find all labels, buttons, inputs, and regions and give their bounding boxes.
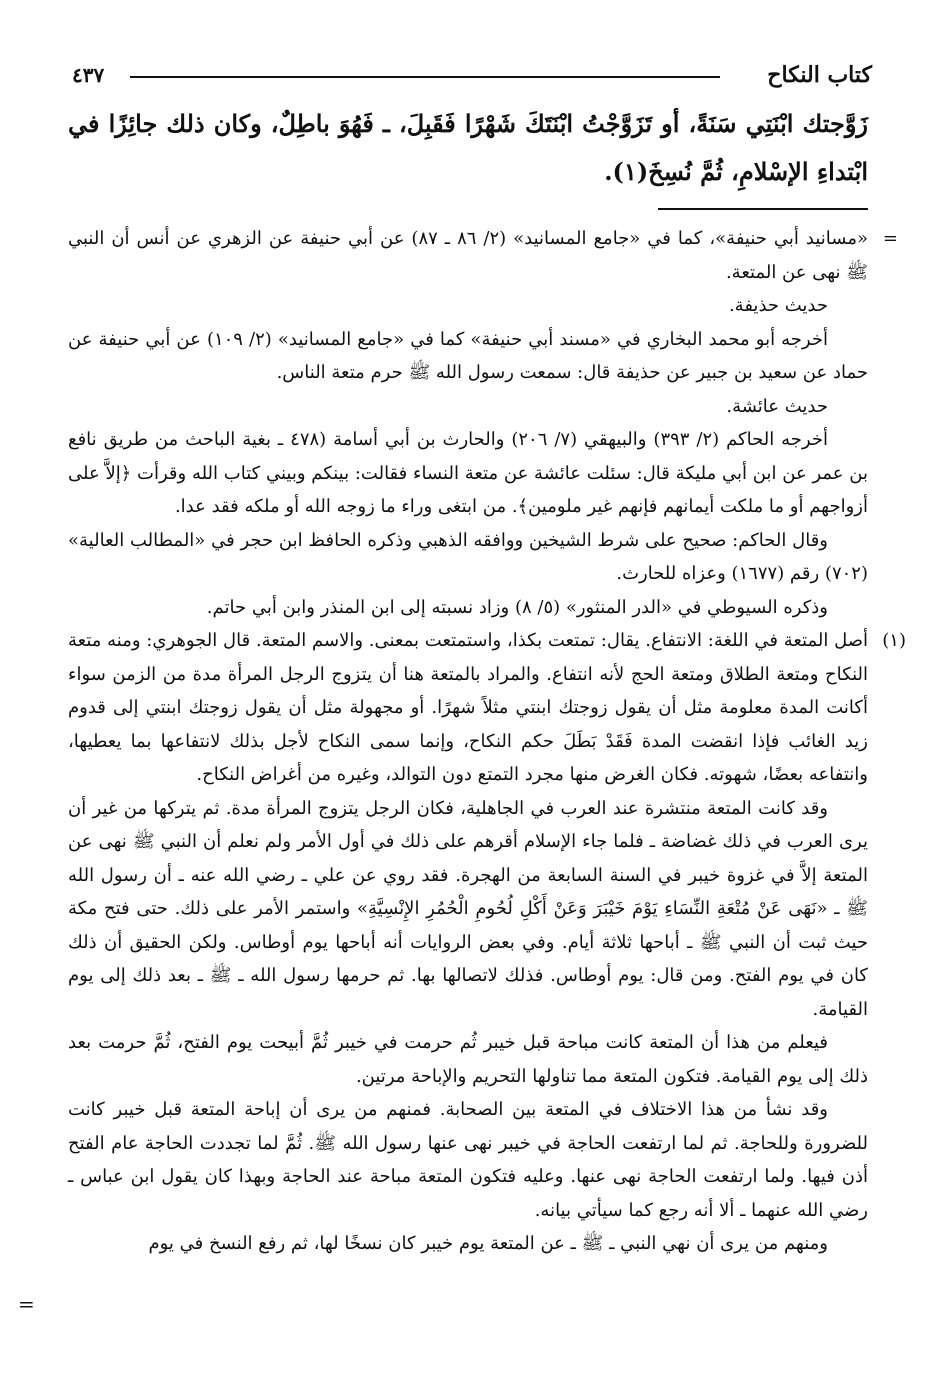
page-number: ٤٣٧	[72, 63, 105, 87]
footnote-heading-hudhayfa: حديث حذيفة.	[728, 295, 828, 316]
header-rule	[130, 76, 720, 78]
footnote-1-paragraph: وقد كانت المتعة منتشرة عند العرب في الجاهلية، فكان الرجل يتزوج المرأة مدة. ثم يتركها من غير أن يرى العرب في ذلك غضاضة ـ فلما جاء الإسلام أقرهم على ذلك في أول الأمر ولم نعلم أن النبي ﷺ نهى عن المتعة إلاَّ في غزوة خيبر في السنة السابعة من الهجرة. فقد روي عن علي ـ رضي الله عنه ـ أن رسول الله ﷺ ـ «نَهَى عَنْ مُتْعَةِ النِّسَاءِ يَوْمَ خَيْبَرَ وَعَنْ أَكْلِ لُحُومِ الْحُمُرِ الإِنْسِيَّةِ» واستمر الأمر على ذلك. حتى فتح مكة حيث ثبت أن النبي ﷺ ـ أباحها ثلاثة أيام. وفي بعض الروايات أنه أباحها يوم أوطاس. ولكن الحقيق أن ذلك كان في يوم الفتح. ومن قال: يوم أوطاس. فذلك لاتصالها بها. ثم حرمها رسول الله ـ ﷺ ـ بعد ذلك إلى يوم القيامة.	[68, 797, 868, 1020]
continuation-end-mark: =	[18, 1292, 35, 1316]
page-header	[72, 58, 872, 92]
running-title: كتاب النكاح	[767, 62, 872, 88]
footnote-paragraph: وقال الحاكم: صحيح على شرط الشيخين ووافقه الذهبي وذكره الحافظ ابن حجر في «المطالب العالية» (٧٠٢) رقم (١٦٧٧) وعزاه للحارث.	[68, 529, 868, 584]
footnote-1-paragraph: وقد نشأ من هذا الاختلاف في المتعة بين الصحابة. فمنهم من يرى أن إباحة المتعة قبل خيبر كانت للضرورة وللحاجة. ثم لما ارتفعت الحاجة في خيبر نهى عنها رسول الله ﷺ. ثُمَّ لما تجددت الحاجة عام الفتح أذن فيها. ولما ارتفعت الحاجة نهى عنها. وعليه فتكون المتعة مباحة عند الحاجة وبهذا كان يقول ابن عباس ـ رضي الله عنهما ـ ألا أنه رجع كما سيأتي بيانه.	[68, 1099, 868, 1221]
footnotes	[68, 222, 906, 1261]
footnote-paragraph: أخرجه الحاكم (٢/ ٣٩٣) والبيهقي (٧/ ٢٠٦) والحارث بن أبي أسامة (٤٧٨ ـ بغية الباحث من طريق نافع بن عمر عن ابن أبي مليكة قال: سئلت عائشة عن متعة النساء فقالت: بينكم وبيني كتاب الله وقرأت ﴿إلاَّ على أزواجهم أو ما ملكت أيمانهم فإنهم غير ملومين﴾. من ابتغى وراء ما زوجه الله أو ملكه فقد عدا.	[68, 429, 868, 517]
footnote-1-paragraph: فيعلم من هذا أن المتعة كانت مباحة قبل خيبر ثُم حرمت في خيبر ثُمَّ أبيحت يوم الفتح، ثُمَّ حرمت بعد ذلك إلى يوم القيامة. فتكون المتعة مما تناولها التحريم والإباحة مرتين.	[68, 1032, 868, 1087]
footnote-continuation: = «مسانيد أبي حنيفة»، كما في «جامع المسانيد» (٢/ ٨٦ ـ ٨٧) عن أبي حنيفة عن الزهري عن أنس أن النبي ﷺ نهى عن المتعة.	[68, 222, 868, 289]
footnote-paragraph: وذكره السيوطي في «الدر المنثور» (٥/ ٨) وزاد نسبته إلى ابن المنذر وابن أبي حاتم.	[206, 596, 828, 618]
footnote-1-paragraph: ومنهم من يرى أن نهي النبي ـ ﷺ ـ عن المتعة يوم خيبر كان نسخًا لها، ثم رفع النسخ في يوم	[148, 1233, 828, 1254]
footnote-heading-aisha: حديث عائشة.	[726, 395, 828, 417]
footnote-divider	[658, 208, 868, 210]
main-paragraph: زَوَّجتك ابْنَتِي سَنَةً، أو تَزَوَّجْتُ ابْنَتَكَ شَهْرًا فَقَبِلَ، ـ فَهُوَ باطِلٌ، وكان ذلك جائِزًا في ابْتداءِ الإسْلامِ، ثُمَّ نُسِخَ(١).	[68, 109, 868, 186]
main-text	[68, 100, 868, 196]
footnote-paragraph: أخرجه أبو محمد البخاري في «مسند أبي حنيفة» كما في «جامع المسانيد» (٢/ ١٠٩) عن أبي حنيفة عن حماد عن سعيد بن جبير عن حذيفة قال: سمعت رسول الله ﷺ حرم متعة الناس.	[68, 328, 868, 383]
footnote-1-text: أصل المتعة في اللغة: الانتفاع. يقال: تمتعت بكذا، واستمتعت بمعنى. والاسم المتعة. قال الجوهري: ومنه متعة النكاح ومتعة الطلاق ومتعة الحج لأنه انتفاع. والمراد بالمتعة هنا أن يتزوج الرجل المرأة مدة من الزمن سواء أكانت المدة معلومة مثل أن يقول زوجتك ابنتي مثلاً شهرًا. أو مجهولة مثل أن يقول زوجتك ابنتي إلى قدوم زيد الغائب فإذا انقضت المدة فَقَدْ بَطَلَ حكم النكاح، وإنما سمى النكاح لأجل بذلك لانتفاعها بما يعطيها، وانتفاعه بعضًا، شهوته. فكان الغرض منها مجرد التمتع دون التوالد، وغيره من أغراض النكاح.	[68, 630, 868, 785]
footnote-1	[68, 624, 906, 792]
footnote-1-marker: (١)	[882, 630, 906, 651]
